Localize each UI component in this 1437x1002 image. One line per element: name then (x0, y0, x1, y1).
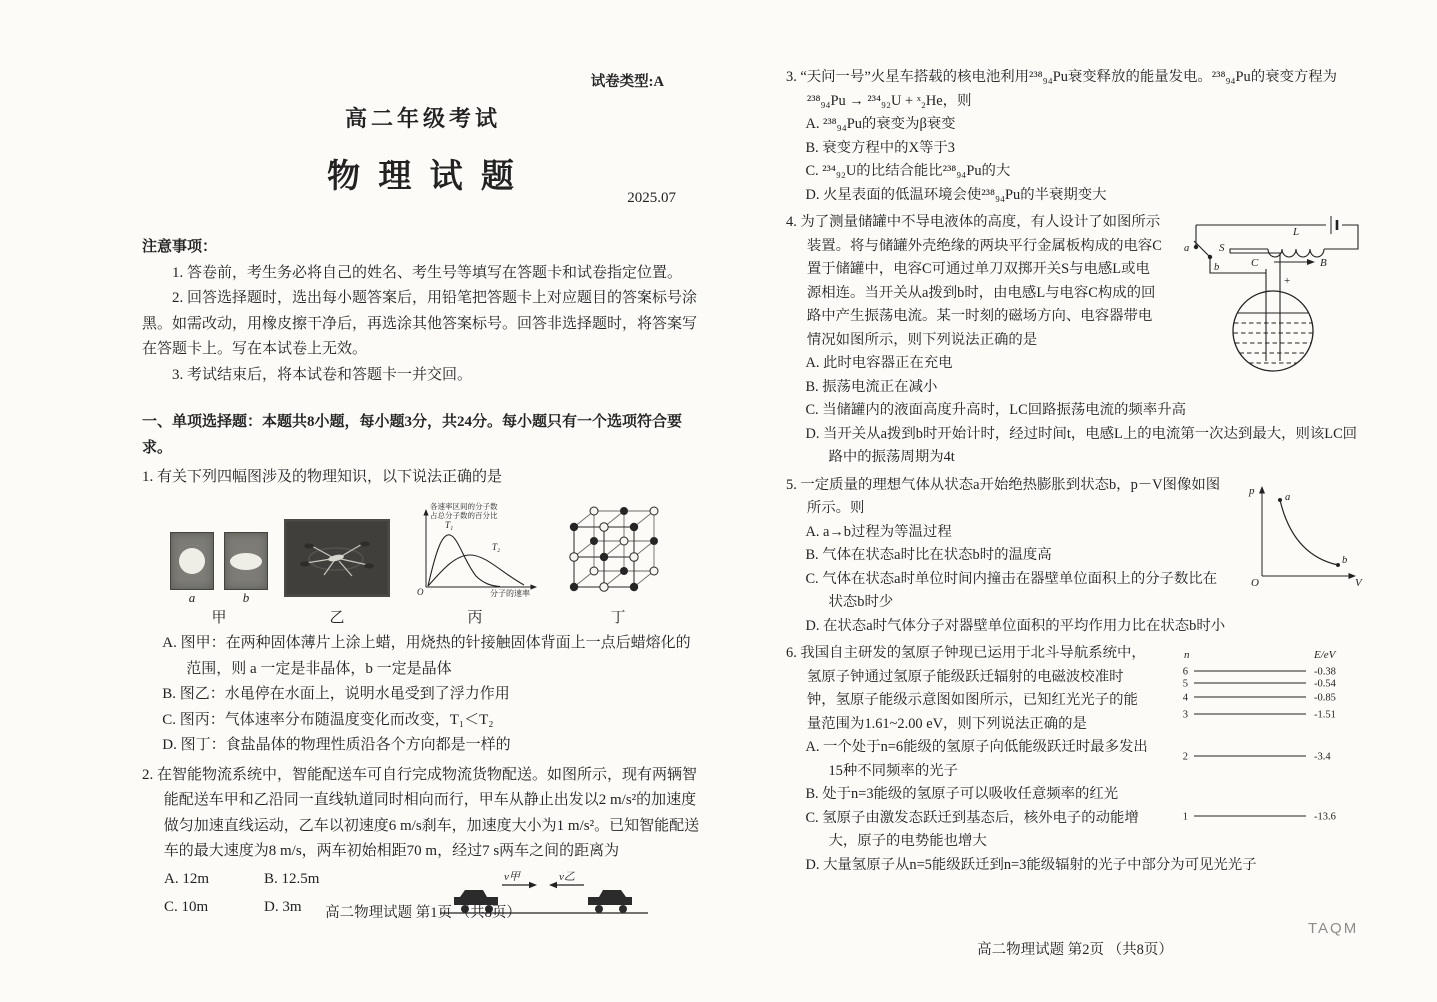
question-1-figures (170, 497, 704, 630)
label-plus: + (1284, 275, 1291, 287)
exam-title: 高二年级考试 (344, 105, 501, 131)
b-field-arrow-icon (1307, 259, 1315, 265)
caption-yi: 乙 (329, 610, 345, 626)
caption-bing: 丙 (467, 610, 483, 626)
notice-item-1: 1. 答卷前，考生务必将自己的姓名、考生号等填写在答题卡和试卷指定位置。 (172, 264, 683, 281)
caption-ding: 丁 (610, 610, 626, 626)
label-O: O (1251, 576, 1259, 588)
curve-t2 (428, 555, 524, 586)
label-t1: T₁ (445, 519, 454, 530)
q3-option-b: B. 衰变方程中的X等于3 (805, 139, 955, 156)
q4-option-c: C. 当储罐内的液面高度升高时，LC回路振荡电流的频率升高 (805, 402, 1186, 418)
label-a: a (1285, 491, 1291, 503)
question-5 (786, 474, 1364, 639)
page-1-footer: 高二物理试题 第1页 （共8页） (325, 905, 521, 921)
state-a-point (1278, 498, 1282, 502)
level-n4: 4 (1182, 692, 1188, 704)
notice-section (142, 235, 704, 388)
figure-jia-wax-test (170, 532, 268, 629)
salt-crystal-lattice (560, 497, 676, 597)
q3-option-a: A. ²³⁸₉₄Pu的衰变为β衰变 (805, 116, 956, 132)
q2-option-b: B. 12.5m (264, 870, 320, 887)
notice-heading: 注意事项： (142, 239, 218, 255)
curve-t1 (428, 534, 500, 586)
label-B: B (1320, 257, 1327, 269)
label-p: p (1249, 484, 1255, 497)
page-1 (142, 70, 704, 921)
q5-option-a: A. a→b过程为等温过程 (805, 523, 952, 540)
q2-option-a: A. 12m (164, 870, 209, 887)
label-v-jia: v甲 (504, 870, 520, 883)
state-b-point (1336, 563, 1340, 567)
pv-diagram (1236, 476, 1364, 588)
label-v-yi: v乙 (559, 870, 575, 883)
arrow-right-icon (529, 881, 537, 887)
question-1-stem: 1. 有关下列四幅图涉及的物理知识，以下说法正确的是 (142, 469, 503, 485)
label-S: S (1219, 242, 1225, 254)
section-1-heading: 一、单项选择题：本题共8小题，每小题3分，共24分。每小题只有一个选项符合要求。 (142, 414, 683, 456)
energy-level-diagram (1164, 644, 1364, 826)
contact-a (1194, 245, 1198, 249)
question-6-stem: 6. 我国自主研发的氢原子钟现已运用于北斗导航系统中，氢原子钟通过氢原子能级跃迁辐射的电磁波校准时钟，氢原子能级示意图如图所示，已知红光光子的能量范围为1.61~2.00 eV，则下列说法正确的是 (786, 645, 1146, 732)
q6-option-c: C. 氢原子由激发态跃迁到基态后，核外电子的动能增大，原子的电势能也增大 (805, 809, 1139, 849)
water-strider-photo (284, 519, 390, 597)
question-3 (786, 66, 1364, 207)
wax-sample-a (170, 532, 214, 590)
question-3-options (805, 113, 1364, 207)
page-2 (786, 62, 1364, 877)
question-6 (786, 642, 1364, 877)
level-n6: 6 (1182, 666, 1188, 678)
notice-item-2: 2. 回答选择题时，选出每小题答案后，用铅笔把答题卡上对应题目的答案标号涂黑。如需改动，用橡皮擦干净后，再选涂其他答案标号。回答非选择题时，将答案写在答题卡上。写在本试卷上无效。 (142, 290, 698, 357)
energy-levels (1194, 671, 1306, 816)
wax-sample-b (224, 532, 268, 590)
energy-n6: -0.38 (1314, 666, 1336, 678)
liquid-hatching (1234, 323, 1313, 363)
label-b: b (242, 590, 250, 605)
notice-item-3: 3. 考试结束后，将本试卷和答题卡一并交回。 (172, 366, 473, 383)
lc-tank-circuit-figure (1174, 213, 1364, 391)
origin-label: O (417, 586, 424, 597)
melted-wax-circle (179, 548, 205, 574)
question-4-stem: 4. 为了测量储罐中不导电液体的高度，有人设计了如图所示装置。将与储罐外壳绝缘的两块平行金属板构成的电容C置于储罐中，电容C可通过单刀双掷开关S与电感L或电源相连。当开关从a拨到b时，由电感L与电容C构成的回路中产生振荡电流。某一时刻的磁场方向、电容器带电情况如图所示，则下列说法正确的是 (786, 214, 1162, 348)
energy-n1: -13.6 (1314, 811, 1336, 823)
exam-date: 2025.07 (627, 189, 676, 206)
figure-bing-distribution (406, 499, 544, 630)
storage-tank (1233, 291, 1313, 371)
question-1 (142, 465, 704, 759)
question-3-stem: 3. “天问一号”火星车搭载的核电池利用²³⁸₉₄Pu衰变释放的能量发电。²³⁸₉₄Pu的衰变方程为²³⁸₉₄Pu → ²³⁴₉₂U + ˣ₂He，则 (786, 69, 1338, 109)
x-axis-label: 分子的速率 (490, 588, 530, 597)
q1-option-c: C. 图丙：气体速率分布随温度变化而改变，T₁＜T₂ (162, 711, 494, 728)
q5-option-d: D. 在状态a时气体分子对器壁单位面积的平均作用力比在状态b时小 (805, 617, 1226, 634)
col-header-n: n (1184, 649, 1190, 661)
q2-option-d: D. 3m (264, 899, 302, 915)
label-L: L (1293, 226, 1300, 238)
page-2-footer: 高二物理试题 第2页 （共8页） (977, 942, 1173, 958)
paper-type-label: 试卷类型:A (590, 74, 664, 90)
figure-ding-crystal (560, 497, 676, 630)
caption-jia: 甲 (211, 610, 227, 626)
q3-option-d: D. 火星表面的低温环境会使²³⁸₉₄Pu的半衰期变大 (805, 186, 1107, 203)
adiabat-curve (1280, 500, 1338, 565)
label-a: a (1184, 243, 1190, 254)
arrow-left-icon (549, 881, 557, 887)
q6-option-d: D. 大量氢原子从n=5能级跃迁到n=3能级辐射的光子中部分为可见光光子 (805, 856, 1257, 873)
q1-option-d: D. 图丁：食盐晶体的物理性质沿各个方向都是一样的 (162, 737, 511, 753)
question-4 (786, 211, 1364, 470)
question-5-stem: 5. 一定质量的理想气体从状态a开始绝热膨胀到状态b，p－V图像如图所示。则 (786, 476, 1221, 516)
level-n1: 1 (1182, 811, 1188, 823)
watermark: TAQM (1308, 920, 1359, 937)
energy-n3: -1.51 (1314, 709, 1336, 721)
q4-option-d: D. 当开关从a拨到b时开始计时，经过时间t，电感L上的电流第一次达到最大，则该LC回路中的振荡周期为4t (805, 425, 1358, 465)
q4-option-a: A. 此时电容器正在充电 (805, 355, 953, 371)
contact-b (1208, 255, 1212, 259)
energy-n4: -0.85 (1314, 692, 1336, 704)
label-a: a (188, 590, 196, 605)
question-1-options (162, 631, 704, 759)
label-V: V (1355, 576, 1362, 588)
label-t2: T₂ (492, 541, 501, 552)
q1-option-b: B. 图乙：水黾停在水面上，说明水黾受到了浮力作用 (162, 686, 510, 702)
question-2 (142, 763, 704, 921)
speed-distribution-graph (406, 499, 544, 597)
level-n3: 3 (1182, 709, 1188, 721)
energy-n2: -3.4 (1314, 751, 1331, 763)
q6-option-b: B. 处于n=3能级的氢原子可以吸收任意频率的红光 (805, 786, 1119, 802)
figure-yi-water-strider (284, 519, 390, 630)
energy-n5: -0.54 (1314, 678, 1336, 690)
y-axis-label-line1: 各速率区间的分子数 (430, 501, 498, 511)
q6-option-a: A. 一个处于n=6能级的氢原子向低能级跃迁时最多发出15种不同频率的光子 (805, 739, 1148, 779)
label-b: b (1214, 262, 1220, 273)
q5-option-b: B. 气体在状态a时比在状态b时的温度高 (805, 547, 1052, 563)
subject-title-block (142, 159, 704, 211)
level-n2: 2 (1182, 751, 1188, 763)
q1-option-a: A. 图甲：在两种固体薄片上涂上蜡，用烧热的针接触固体背面上一点后蜡熔化的范围，则 a 一定是非晶体，b 一定是晶体 (162, 635, 691, 677)
q3-option-c: C. ²³⁴₉₂U的比结合能比²³⁸₉₄Pu的大 (805, 163, 1011, 179)
q5-option-c: C. 气体在状态a时单位时间内撞击在器壁单位面积上的分子数比在状态b时少 (805, 570, 1218, 610)
y-axis-label-line2: 占总分子数的百分比 (430, 510, 498, 520)
subject-title: 物 理 试 题 (327, 159, 519, 195)
level-n5: 5 (1182, 678, 1188, 690)
label-b: b (1342, 554, 1348, 566)
label-C: C (1251, 257, 1259, 269)
question-2-stem: 2. 在智能物流系统中，智能配送车可自行完成物流货物配送。如图所示，现有两辆智能配送车甲和乙沿同一直线轨道同时相向而行，甲车从静止出发以2 m/s²的加速度做匀加速直线运动，乙车以初速度6 m/s刹车，加速度大小为1 m/s²。已知智能配送车的最大速度为8 m/s，两车初始相距70 m，经过7 s两车之间的距离为 (142, 766, 700, 859)
melted-wax-ellipse (230, 553, 262, 570)
q4-option-b: B. 振荡电流正在减小 (805, 378, 938, 395)
col-header-e: E/eV (1314, 649, 1336, 661)
q2-option-c: C. 10m (164, 899, 209, 915)
